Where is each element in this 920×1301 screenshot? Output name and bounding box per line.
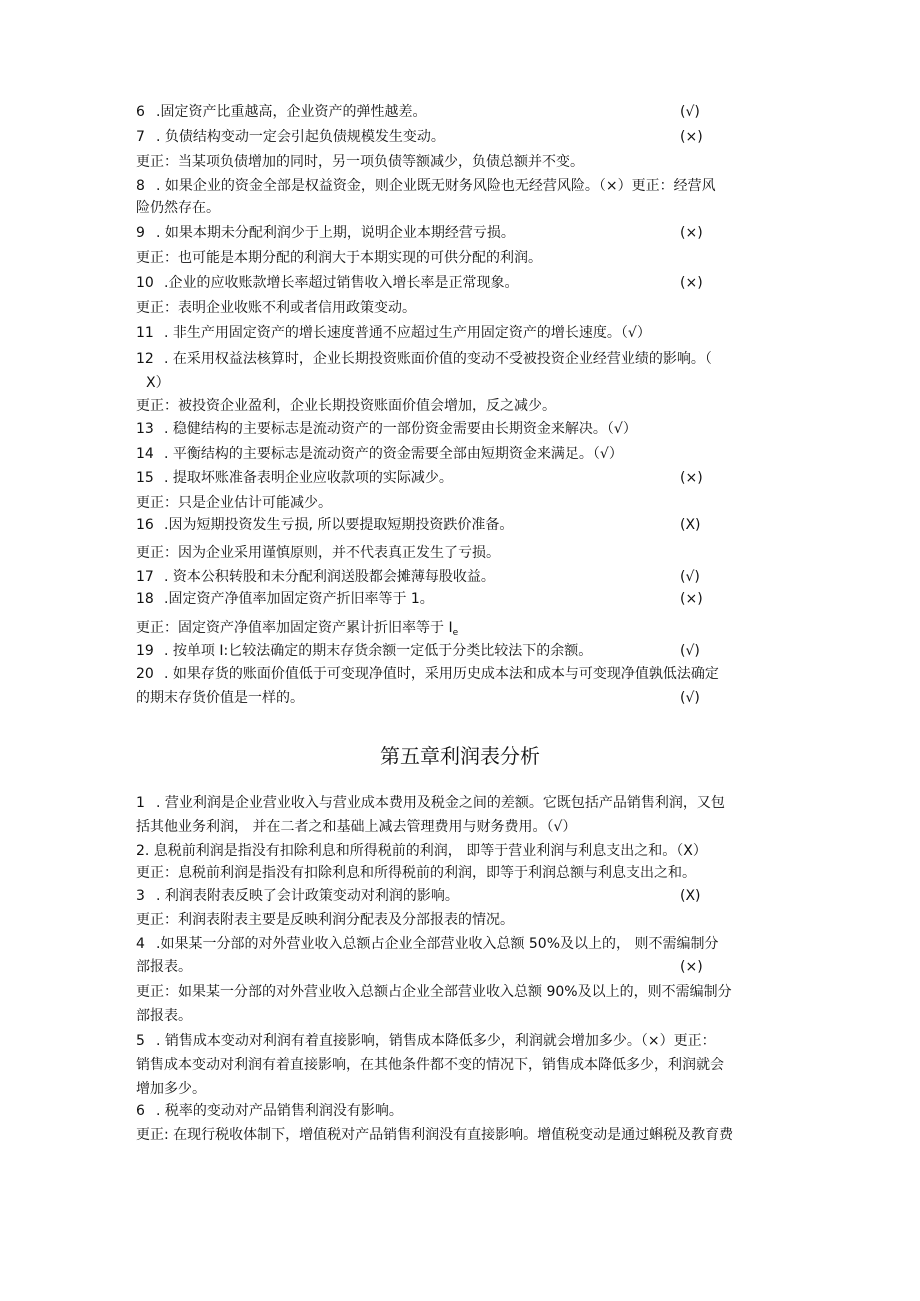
item-text: .企业的应收账款增长率超过销售收入增长率是正常现象。 <box>164 275 519 291</box>
item-text: . 负债结构变动一定会引起负债规模发生变动。 <box>156 129 445 145</box>
answer-mark: (×) <box>680 275 703 291</box>
item-number: 9 <box>136 225 145 241</box>
item-13 <box>136 420 796 438</box>
item-text: .固定资产净值率加固定资产折旧率等于 1。 <box>164 591 434 607</box>
item-text: . 提取坏账准备表明企业应收款项的实际减少。 <box>164 470 453 486</box>
answer-mark: (√) <box>680 690 700 706</box>
item-text: .固定资产比重越高，企业资产的弹性越差。 <box>156 104 427 120</box>
item-text: . 在采用权益法核算时，企业长期投资账面价值的变动不受被投资企业经营业绩的影响。（ <box>164 351 712 367</box>
item-text: . 税率的变动对产品销售利润没有影响。 <box>156 1103 403 1119</box>
item-number: 6 <box>136 1103 145 1119</box>
item-2: 2. 息税前利润是指没有扣除利息和所得税前的利润， 即等于营业利润与利息支出之和。（X） <box>136 843 707 859</box>
item-6 <box>136 1102 796 1120</box>
answer-mark: (×) <box>680 129 703 145</box>
item-text: . 稳健结构的主要标志是流动资产的一部份资金需要由长期资金来解决。（√） <box>164 421 637 437</box>
item-continuation: 的期末存货价值是一样的。 <box>136 690 304 706</box>
item-number: 12 <box>136 351 154 367</box>
correction: 更正：因为企业采用谨慎原则，并不代表真正发生了亏损。 <box>136 545 500 561</box>
item-number: 13 <box>136 421 154 437</box>
item-1 <box>136 794 796 812</box>
item-8 <box>136 177 796 195</box>
item-number: 8 <box>136 178 145 194</box>
item-number: 15 <box>136 470 154 486</box>
answer-mark: (√) <box>680 643 700 659</box>
item-continuation: 销售成本变动对利润有着直接影响，在其他条件都不变的情况下，销售成本降低多少，利润就会 <box>136 1057 724 1073</box>
item-text: . 利润表附表反映了会计政策变动对利润的影响。 <box>156 888 459 904</box>
answer-mark: (×) <box>680 225 703 241</box>
item-number: 7 <box>136 129 145 145</box>
correction-text: 更正：固定资产净值率加固定资产累计折旧率等于 I <box>136 620 453 636</box>
correction: 更正：只是企业估计可能减少。 <box>136 495 332 511</box>
correction: 更正：表明企业收账不利或者信用政策变动。 <box>136 300 416 316</box>
item-number: 6 <box>136 104 145 120</box>
item-continuation: X） <box>146 375 170 391</box>
correction: 更正：当某项负债增加的同时，另一项负债等额减少，负债总额并不变。 <box>136 154 584 170</box>
item-text: . 平衡结构的主要标志是流动资产的资金需要全部由短期资金来满足。（√） <box>164 446 623 462</box>
item-text: . 如果存货的账面价值低于可变现净值时，采用历史成本法和成本与可变现净值孰低法确定 <box>164 666 719 682</box>
item-20 <box>136 665 796 683</box>
item-text: . 如果本期未分配利润少于上期，说明企业本期经营亏损。 <box>156 225 515 241</box>
correction: 更正: 在现行税收体制下，增值税对产品销售利润没有直接影响。增值税变动是通过蝌税及教育费 <box>136 1127 734 1143</box>
item-12 <box>136 350 796 368</box>
subscript: e <box>452 628 459 638</box>
item-text: . 资本公积转股和未分配利润送股都会摊薄每股收益。 <box>164 569 495 585</box>
item-text: . 按单项 I:匕较法确定的期末存货余额一定低于分类比较法下的余额。 <box>164 643 593 659</box>
correction: 更正：利润表附表主要是反映利润分配表及分部报表的情况。 <box>136 912 514 928</box>
item-text: . 如果企业的资金全部是权益资金，则企业既无财务风险也无经营风险。（×）更正：经营风 <box>156 178 716 194</box>
item-5 <box>136 1032 796 1050</box>
correction: 更正：如果某一分部的对外营业收入总额占企业全部营业收入总额 90%及以上的，则不需编制分 <box>136 984 732 1000</box>
item-number: 18 <box>136 591 154 607</box>
item-continuation: 增加多少。 <box>136 1081 206 1097</box>
answer-mark: (X) <box>680 888 701 904</box>
correction <box>136 619 796 642</box>
answer-mark: (×) <box>680 959 703 975</box>
item-text: .如果某一分部的对外营业收入总额占企业全部营业收入总额 50%及以上的， 则不需编制分 <box>156 936 719 952</box>
item-continuation: 险仍然存在。 <box>136 200 220 216</box>
item-11 <box>136 324 796 342</box>
item-number: 3 <box>136 888 145 904</box>
item-number: 1 <box>136 795 145 811</box>
item-text: . 非生产用固定资产的增长速度普通不应超过生产用固定资产的增长速度。（√） <box>164 325 651 341</box>
item-text: . 营业利润是企业营业收入与营业成本费用及税金之间的差额。它既包括产品销售利润，又包 <box>156 795 725 811</box>
item-number: 10 <box>136 275 154 291</box>
item-number: 16 <box>136 517 154 533</box>
item-number: 4 <box>136 936 145 952</box>
answer-mark: (X) <box>680 517 701 533</box>
item-continuation: 部报表。 <box>136 959 192 975</box>
correction: 更正：也可能是本期分配的利润大于本期实现的可供分配的利润。 <box>136 250 542 266</box>
answer-mark: (×) <box>680 591 703 607</box>
item-number: 14 <box>136 446 154 462</box>
item-number: 11 <box>136 325 154 341</box>
chapter-title: 第五章利润表分析 <box>380 744 540 768</box>
answer-mark: (√) <box>680 104 700 120</box>
item-14 <box>136 445 796 463</box>
item-number: 17 <box>136 569 154 585</box>
item-number: 20 <box>136 666 154 682</box>
correction: 更正：被投资企业盈利，企业长期投资账面价值会增加，反之减少。 <box>136 398 556 414</box>
item-4 <box>136 935 796 953</box>
item-text: . 销售成本变动对利润有着直接影响，销售成本降低多少，利润就会增加多少。（×）更正： <box>156 1033 716 1049</box>
correction-continuation: 部报表。 <box>136 1008 192 1024</box>
item-text: .因为短期投资发生亏损, 所以要提取短期投资跌价准备。 <box>164 517 514 533</box>
answer-mark: (√) <box>680 569 700 585</box>
item-number: 5 <box>136 1033 145 1049</box>
correction: 更正：息税前利润是指没有扣除利息和所得税前的利润，即等于利润总额与利息支出之和。 <box>136 865 696 881</box>
item-continuation: 括其他业务利润， 并在二者之和基础上减去管理费用与财务费用。（√） <box>136 819 577 835</box>
item-number: 19 <box>136 643 154 659</box>
answer-mark: (×) <box>680 470 703 486</box>
